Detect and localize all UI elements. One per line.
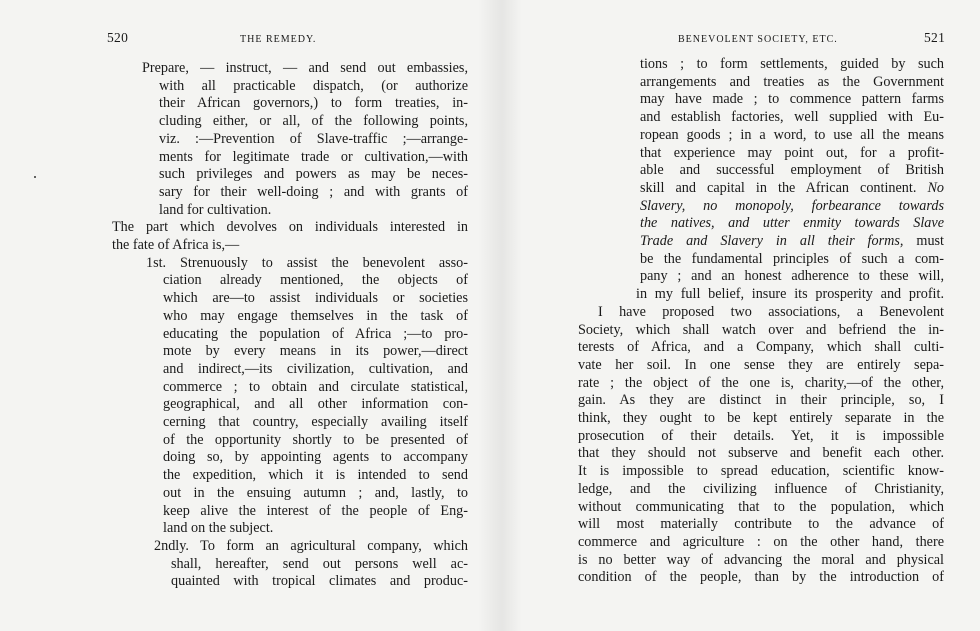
right-page-line: and establish factories, well supplied with Eu- [640, 109, 944, 126]
right-page-line: skill and capital in the African continent. No [640, 179, 944, 196]
left-page-line: land for cultivation. [159, 201, 272, 218]
left-page-line: cerning that country, especially availing itself [163, 414, 468, 431]
right-running-head: BENEVOLENT SOCIETY, ETC. [678, 34, 838, 45]
right-page-line: terests of Africa, and a Company, which shall culti- [578, 339, 944, 356]
right-page-line: vate her soil. In one sense they are entirely sepa- [578, 356, 944, 373]
right-page-line: ledge, and the civilizing influence of Christianity, [578, 480, 944, 497]
right-page-line: that they should not subserve and benefit each other. [578, 445, 944, 462]
right-page-line: that experience may point out, for a profit- [640, 144, 944, 161]
right-page-line: able and successful employment of British [640, 162, 944, 179]
print-speck [34, 176, 36, 178]
left-page-line: geographical, and all other information con- [163, 396, 468, 413]
right-page-text [578, 56, 944, 587]
left-page-line: doing so, by appointing agents to accompany [163, 449, 468, 466]
right-page-line: rate ; the object of the one is, charity,—of the other, [578, 374, 944, 391]
left-page-line: and indirect,—its civilization, cultivation, and [163, 360, 468, 377]
right-page-line: will most materially contribute to the advance of [578, 516, 944, 533]
left-page-line: commerce ; to obtain and circulate statistical, [163, 378, 468, 395]
right-page-number: 521 [924, 30, 946, 45]
right-page-line: pany ; and an honest adherence to these will, [640, 268, 944, 285]
right-page-line: may have made ; to commence pattern farms [640, 91, 944, 108]
left-page-line: educating the population of Africa ;—to pro- [163, 325, 468, 342]
right-page-line: the natives, and utter enmity towards Slave [640, 215, 944, 232]
right-page-line: Trade and Slavery in all their forms, must [640, 233, 944, 250]
right-page-line: arrangements and treaties as the Government [640, 73, 944, 90]
left-page-line: The part which devolves on individuals interested in [112, 219, 468, 236]
right-page-line: It is impossible to spread education, scientific know- [578, 463, 944, 480]
right-page-line: gain. As they are distinct in their principle, so, I [578, 392, 944, 409]
left-page-line: such privileges and powers as may be neces- [159, 166, 468, 183]
left-page-number: 520 [107, 30, 129, 45]
right-page-line: I have proposed two associations, a Benevolent [598, 303, 944, 320]
left-page-line: with all practicable dispatch, (or authorize [159, 77, 468, 94]
left-page-line: Prepare, — instruct, — and send out embassies, [142, 60, 468, 76]
left-page-line: viz. :—Prevention of Slave-traffic ;—arrange- [159, 130, 468, 147]
left-page-line: the fate of Africa is,— [112, 237, 240, 254]
right-page-line: is no better way of advancing the moral and physical [578, 551, 944, 568]
left-page-line: shall, hereafter, send out persons well ac- [171, 555, 468, 572]
right-page-line: without communicating that to the population, which [578, 498, 944, 515]
right-page-line: prosecution of their details. Yet, it is impossible [578, 427, 944, 444]
left-page-line: of the opportunity shortly to be presented of [163, 431, 468, 448]
left-page-line: mote by every means in its power,—direct [163, 343, 468, 360]
left-page-line: quainted with tropical climates and produc- [171, 573, 468, 590]
right-page-line: in my full belief, insure its prosperity and profit. [636, 286, 944, 303]
left-page-line: out in the ensuing autumn ; and, lastly, to [163, 484, 468, 501]
left-page-line: which are—to assist individuals or societies [163, 290, 468, 307]
right-page-line: tions ; to form settlements, guided by such [640, 56, 944, 72]
left-page-line: who may engage themselves in the task of [163, 307, 468, 324]
right-page-line: condition of the people, than by the introduction of [578, 569, 944, 586]
right-page-line: think, they ought to be kept entirely separate in the [578, 410, 944, 427]
left-page-line: their African governors,) to form treaties, in- [159, 95, 468, 112]
left-page-line: 2ndly. To form an agricultural company, which [154, 537, 468, 554]
left-page-line: ciation already mentioned, the objects of [163, 272, 468, 289]
right-page-line: ropean goods ; in a word, to use all the means [640, 126, 944, 143]
right-page [490, 0, 980, 631]
left-page-text [112, 60, 468, 591]
right-page-line: commerce and agriculture : on the other hand, there [578, 533, 944, 550]
left-page-line: land on the subject. [163, 520, 274, 537]
left-page-line: cluding either, or all, of the following points, [159, 113, 468, 130]
left-page-line: sary for their well-doing ; and with grants of [159, 183, 468, 200]
left-page-line: ments for legitimate trade or cultivation,—with [159, 148, 468, 165]
right-page-line: Society, which shall watch over and befriend the in- [578, 321, 944, 338]
left-running-head: THE REMEDY. [240, 34, 317, 45]
left-page-line: the expedition, which it is intended to send [163, 467, 468, 484]
right-page-line: Slavery, no monopoly, forbearance towards [640, 197, 944, 214]
left-page-line: keep alive the interest of the people of Eng- [163, 502, 468, 519]
right-page-line: be the fundamental principles of such a com- [640, 250, 944, 267]
left-page-line: 1st. Strenuously to assist the benevolent asso- [146, 254, 468, 271]
